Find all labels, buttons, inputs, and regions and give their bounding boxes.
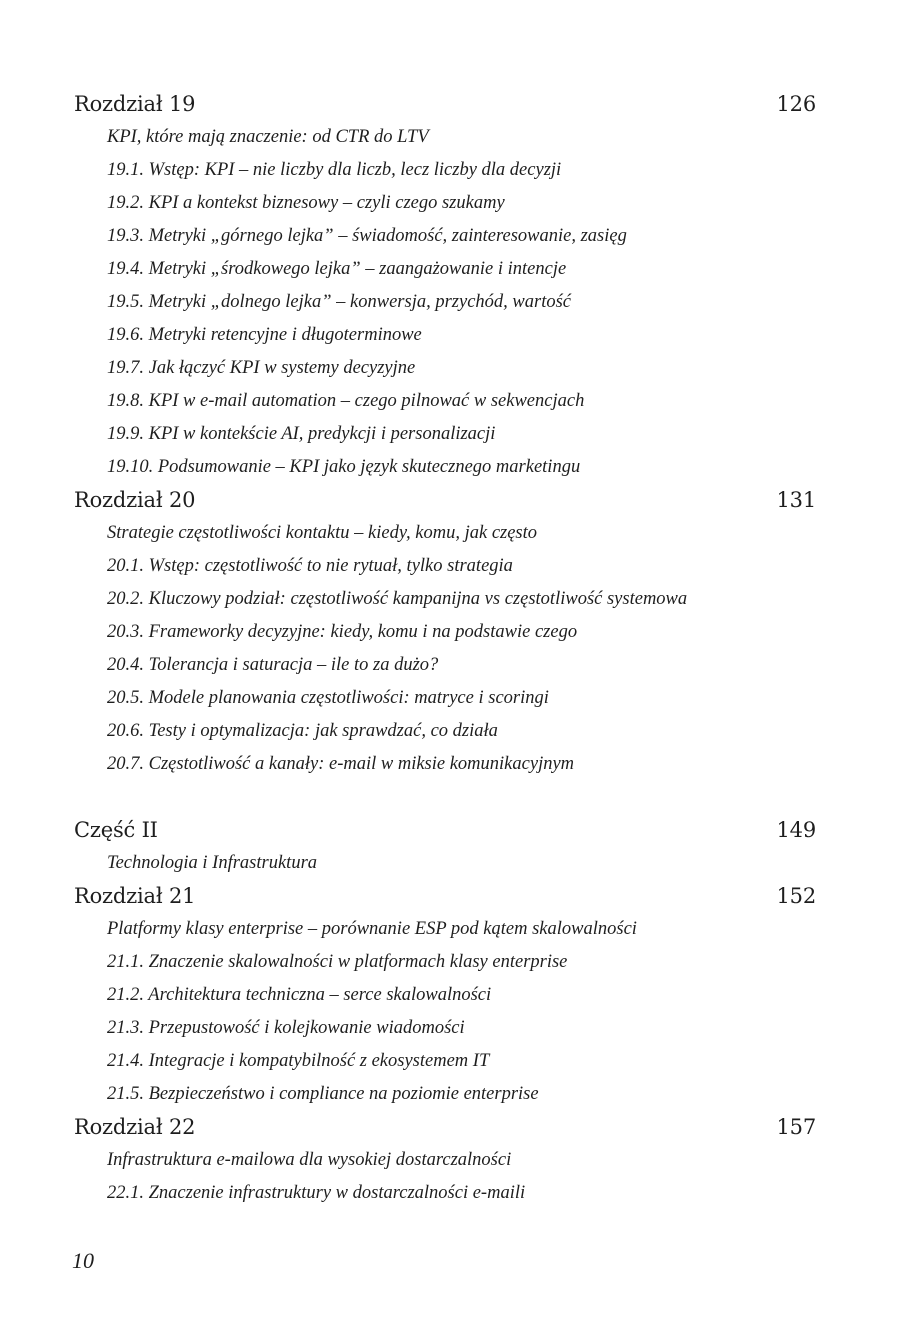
chapter-heading	[74, 484, 816, 517]
toc-entry: 19.1. Wstęp: KPI – nie liczby dla liczb, lecz liczby dla decyzji	[107, 160, 562, 180]
toc-entry: 21.4. Integracje i kompatybilność z ekosystemem IT	[107, 1051, 490, 1071]
toc-entry: 19.7. Jak łączyć KPI w systemy decyzyjne	[107, 358, 416, 378]
toc-entry: 21.3. Przepustowość i kolejkowanie wiadomości	[107, 1018, 465, 1038]
chapter-heading	[74, 880, 816, 913]
chapter-subtitle: Platformy klasy enterprise – porównanie ESP pod kątem skalowalności	[107, 919, 637, 939]
toc-entry: 21.5. Bezpieczeństwo i compliance na poziomie enterprise	[107, 1084, 539, 1104]
chapter-title: Rozdział 22	[74, 1115, 196, 1139]
chapter-heading	[74, 88, 816, 121]
toc-entry: 20.2. Kluczowy podział: częstotliwość kampanijna vs częstotliwość systemowa	[107, 589, 688, 609]
toc-entry: 21.1. Znaczenie skalowalności w platformach klasy enterprise	[107, 952, 568, 972]
chapter-title: Rozdział 21	[74, 884, 196, 908]
folio-page-number: 10	[72, 1248, 94, 1273]
toc-entry: 19.2. KPI a kontekst biznesowy – czyli czego szukamy	[107, 193, 505, 213]
toc-entry: 20.1. Wstęp: częstotliwość to nie rytuał, tylko strategia	[107, 556, 513, 576]
table-of-contents	[74, 88, 816, 1210]
toc-entry: 19.9. KPI w kontekście AI, predykcji i personalizacji	[107, 424, 496, 444]
toc-entry: 20.5. Modele planowania częstotliwości: matryce i scoringi	[107, 688, 549, 708]
chapter-subtitle: Strategie częstotliwości kontaktu – kiedy, komu, jak często	[107, 523, 538, 543]
toc-entry: 22.1. Znaczenie infrastruktury w dostarczalności e-maili	[107, 1183, 526, 1203]
chapter-page-number: 131	[776, 488, 816, 512]
toc-entry: 20.7. Częstotliwość a kanały: e-mail w miksie komunikacyjnym	[107, 754, 575, 774]
chapter-page-number: 152	[776, 884, 816, 908]
toc-entry: 19.6. Metryki retencyjne i długoterminowe	[107, 325, 422, 345]
chapter-page-number: 126	[776, 92, 816, 116]
toc-entry: 19.10. Podsumowanie – KPI jako język skutecznego marketingu	[107, 457, 581, 477]
toc-entry: 19.3. Metryki „górnego lejka” – świadomość, zainteresowanie, zasięg	[107, 226, 627, 246]
toc-entry: 19.4. Metryki „środkowego lejka” – zaangażowanie i intencje	[107, 259, 567, 279]
chapter-title: Rozdział 20	[74, 488, 196, 512]
part-page-number: 149	[776, 818, 816, 842]
toc-entry: 19.8. KPI w e-mail automation – czego pilnować w sekwencjach	[107, 391, 585, 411]
toc-entry: 20.4. Tolerancja i saturacja – ile to za dużo?	[107, 655, 439, 675]
part-subtitle: Technologia i Infrastruktura	[107, 853, 318, 873]
chapter-subtitle: Infrastruktura e-mailowa dla wysokiej dostarczalności	[107, 1150, 512, 1170]
toc-entry: 21.2. Architektura techniczna – serce skalowalności	[107, 985, 492, 1005]
chapter-page-number: 157	[776, 1115, 816, 1139]
part-title: Część II	[74, 818, 158, 842]
chapter-subtitle: KPI, które mają znaczenie: od CTR do LTV	[107, 127, 429, 147]
toc-entry: 20.3. Frameworky decyzyjne: kiedy, komu i na podstawie czego	[107, 622, 578, 642]
part-heading	[74, 814, 816, 847]
toc-entry: 20.6. Testy i optymalizacja: jak sprawdzać, co działa	[107, 721, 498, 741]
chapter-heading	[74, 1111, 816, 1144]
chapter-title: Rozdział 19	[74, 92, 196, 116]
toc-entry: 19.5. Metryki „dolnego lejka” – konwersja, przychód, wartość	[107, 292, 571, 312]
section-spacer	[74, 781, 816, 814]
